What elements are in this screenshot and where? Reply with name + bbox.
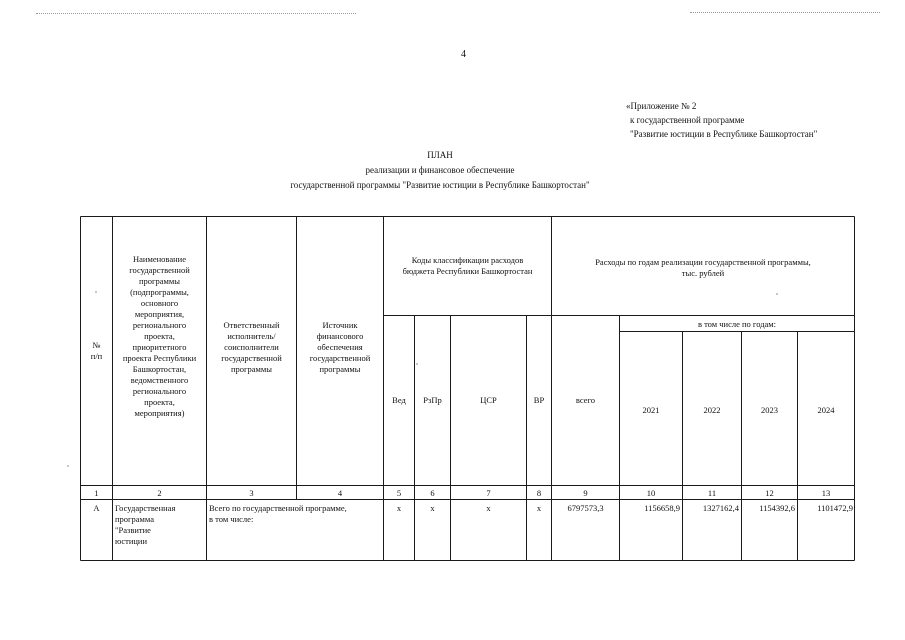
header-name-line: мероприятия)	[134, 408, 185, 418]
header-rzpr: РзПр	[423, 395, 442, 405]
header-name-line: мероприятия,	[134, 309, 185, 319]
row-2022: 1327162,4	[702, 503, 739, 513]
header-name-line: регионального	[132, 320, 187, 330]
header-source	[297, 320, 383, 375]
column-number: 7	[486, 488, 491, 498]
header-name-line: Башкортостан,	[132, 364, 187, 374]
row-executor-source	[209, 503, 381, 525]
header-name-line: регионального	[132, 386, 187, 396]
title-line-1: ПЛАН	[427, 150, 453, 160]
header-name-line: приоритетного	[132, 342, 187, 352]
column-number: 5	[396, 488, 402, 498]
header-executor-line: соисполнители	[224, 342, 279, 352]
header-expenses-line: Расходы по годам реализации государственной программы,	[595, 257, 811, 267]
header-executor-line: государственной	[221, 353, 282, 363]
appendix-line-1: «Приложение № 2	[626, 101, 697, 111]
header-name-line: проекта,	[144, 397, 175, 407]
header-name	[113, 254, 206, 419]
column-number: 3	[249, 488, 254, 498]
row-executor-source-line: Всего по государственной программе,	[209, 503, 347, 513]
row-name-line: Государственная	[115, 503, 176, 513]
page-number: 4	[461, 49, 466, 60]
column-number: 4	[337, 488, 343, 498]
header-num-line: п/п	[90, 351, 103, 361]
header-executor-line: Ответственный	[223, 320, 280, 330]
header-codes-line: бюджета Республики Башкортостан	[402, 266, 533, 276]
column-number: 13	[821, 488, 831, 498]
header-name-line: государственной	[129, 265, 190, 275]
row-executor-source-line: в том числе:	[209, 514, 254, 524]
header-codes-line: Коды классификации расходов	[411, 255, 524, 265]
title-line-2: реализации и финансовое обеспечение	[365, 165, 515, 175]
column-number: 10	[646, 488, 656, 498]
header-name-line: проекта,	[144, 331, 175, 341]
header-name-line: проекта Республики	[122, 353, 197, 363]
appendix-line-3: "Развитие юстиции в Республике Башкортостан"	[630, 129, 818, 139]
row-2024: 1101472,9	[817, 503, 853, 513]
column-number: 9	[583, 488, 588, 498]
row-name-line: программа	[115, 514, 155, 524]
row-total: 6797573,3	[567, 503, 604, 513]
column-number: 6	[430, 488, 435, 498]
header-name-line: Наименование	[133, 254, 186, 264]
header-num	[81, 340, 112, 362]
header-ved: Вед	[392, 395, 406, 405]
header-name-line: основного	[140, 298, 179, 308]
header-source-line: Источник	[322, 320, 358, 330]
column-number: 11	[707, 488, 717, 498]
header-num-line: №	[92, 340, 101, 350]
column-number: 1	[94, 488, 99, 498]
row-index: А	[93, 503, 100, 513]
row-vr: х	[536, 503, 542, 513]
header-vr: ВР	[533, 395, 545, 405]
column-number: 8	[536, 488, 542, 498]
header-executor-line: программы	[230, 364, 273, 374]
header-year-2024: 2024	[817, 405, 835, 415]
row-2021: 1156658,9	[644, 503, 680, 513]
column-number: 2	[157, 488, 162, 498]
header-including: в том числе по годам:	[697, 319, 777, 329]
column-number: 12	[765, 488, 774, 498]
title-line-3: государственной программы "Развитие юстиции в Республике Башкортостан"	[290, 180, 590, 190]
header-name-line: программы	[138, 276, 181, 286]
header-year-2021: 2021	[642, 405, 660, 415]
header-year-2023: 2023	[761, 405, 778, 415]
header-name-line: ведомственного	[130, 375, 189, 385]
scan-speck	[95, 291, 97, 293]
row-2023: 1154392,6	[759, 503, 795, 513]
scan-speck	[416, 363, 418, 365]
header-executor	[207, 320, 296, 375]
header-expenses-line: тыс. рублей	[681, 268, 725, 278]
scan-speck	[67, 465, 69, 467]
header-csr: ЦСР	[480, 395, 497, 405]
row-name-line: юстиции	[115, 536, 148, 546]
header-total: всего	[575, 395, 596, 405]
header-expenses	[552, 257, 854, 279]
appendix-line-2: к государственной программе	[630, 115, 745, 125]
row-rzpr: х	[430, 503, 435, 513]
header-source-line: государственной	[309, 353, 371, 363]
row-name	[115, 503, 205, 547]
header-codes	[384, 255, 551, 277]
header-executor-line: исполнитель/	[227, 331, 276, 341]
header-source-line: программы	[319, 364, 361, 374]
header-year-2022: 2022	[703, 405, 721, 415]
row-name-line: "Развитие	[115, 525, 151, 535]
header-source-line: обеспечения	[317, 342, 363, 352]
header-source-line: финансового	[316, 331, 364, 341]
scan-speck	[776, 293, 778, 295]
header-name-line: (подпрограммы,	[130, 287, 189, 297]
row-ved: х	[396, 503, 402, 513]
row-csr: х	[486, 503, 491, 513]
